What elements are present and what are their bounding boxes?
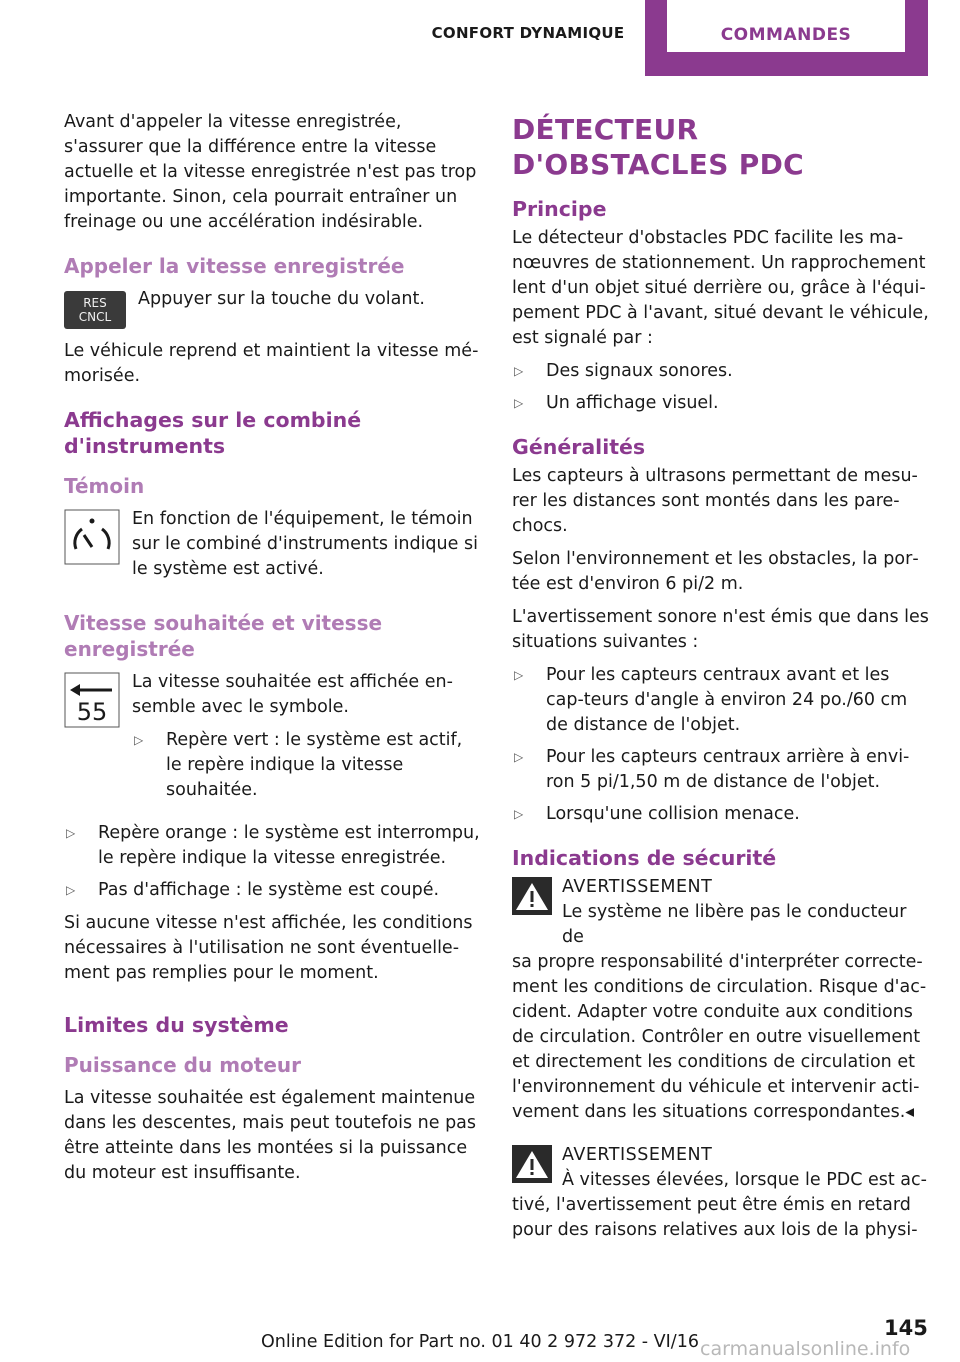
warning-2-lead: À vitesses élevées, lorsque le PDC est ac‐ (562, 1170, 927, 1190)
left-column (64, 110, 480, 1194)
no-speed-text: Si aucune vitesse n'est affichée, les conditions nécessaires à l'utilisation ne sont éventuelle‐ment pas remplies pour le moment. (64, 913, 473, 983)
edition-footer: Online Edition for Part no. 01 40 2 972 372 - VI/16 (261, 1332, 699, 1352)
power-text: La vitesse souhaitée est également maintenue dans les descentes, mais peut toutefois ne pas être atteinte dans les montées si la puissance du moteur est insuffisante. (64, 1088, 477, 1183)
warning-1 (512, 875, 930, 950)
heading-pdc: DÉTECTEUR D'OBSTACLES PDC (512, 113, 804, 181)
speed-bullets-inner (132, 728, 480, 803)
heading-general: Généralités (512, 435, 646, 459)
heading-limits: Limites du système (64, 1013, 289, 1037)
speedometer-icon (64, 509, 120, 569)
res-row (64, 287, 480, 329)
warning-triangle-icon (512, 877, 552, 915)
bullet-visual: ▷ Un affichage visuel. (514, 393, 719, 413)
res-cncl-button-icon (64, 291, 126, 329)
bullet-rear-sensors: ▷ Pour les capteurs centraux arrière à envi‐ron 5 pi/1,50 m de distance de l'objet. (514, 747, 910, 792)
warning-1-label: AVERTISSEMENT (562, 877, 713, 897)
header-chapter-tab (645, 0, 928, 76)
bullet-orange: ▷ Repère orange : le système est interrompu, le repère indique la vitesse enregistrée. (66, 823, 480, 868)
heading-desired-speed: Vitesse souhaitée et vitesse enregistrée (64, 611, 383, 661)
speed-text: La vitesse souhaitée est affichée en‐semble avec le symbole. (132, 672, 453, 717)
watermark: carmanualsonline.info (700, 1338, 911, 1360)
principle-bullets (512, 359, 930, 416)
general-bullets (512, 663, 930, 827)
warning-triangle-icon (512, 1145, 552, 1183)
general-text-1: Les capteurs à ultrasons permettant de mesu‐rer les distances sont montés dans les pare-chocs. (512, 466, 918, 536)
bullet-none: ▷ Pas d'affichage : le système est coupé. (66, 880, 440, 900)
res-label: RES (83, 296, 107, 310)
bullet-sound: ▷ Des signaux sonores. (514, 361, 733, 381)
bullet-collision: ▷ Lorsqu'une collision menace. (514, 804, 800, 824)
heading-lamp: Témoin (64, 474, 145, 498)
speed-icon-value: 55 (76, 698, 108, 726)
heading-safety: Indications de sécurité (512, 846, 777, 870)
call-instruction: Appuyer sur la touche du volant. (138, 289, 425, 309)
lamp-text: En fonction de l'équipement, le témoin sur le combiné d'instruments indique si le système est activé. (132, 509, 478, 579)
warning-2 (512, 1143, 930, 1193)
warning-2-label: AVERTISSEMENT (562, 1145, 713, 1165)
heading-principle: Principe (512, 197, 607, 221)
heading-engine-power: Puissance du moteur (64, 1053, 302, 1077)
general-text-2: Selon l'environnement et les obstacles, la por‐tée est d'environ 6 pi/2 m. (512, 549, 919, 594)
warning-2-text: tivé, l'avertissement peut être émis en retard pour des raisons relatives aux lois de la physi‐ (512, 1195, 918, 1240)
speed-row (64, 670, 480, 811)
right-column (512, 110, 930, 1251)
bullet-green: ▷ Repère vert : le système est actif, le repère indique la vitesse souhaitée. (134, 730, 463, 800)
call-result: Le véhicule reprend et maintient la vitesse mé‐morisée. (64, 341, 479, 386)
speed-bullets (64, 821, 480, 903)
warning-1-text: sa propre responsabilité d'interpréter correcte‐ment les conditions de circulation. Risque d'ac‐cident. Adapter votre conduite aux conditions de circulation. Contrôler en outre visuellement et directement les conditions de circulation et l'environnement du véhicule et intervenir acti‐vement dans les situations correspondantes.◂ (512, 952, 927, 1122)
principle-text: Le détecteur d'obstacles PDC facilite les ma‐nœuvres de stationnement. Un rapprochement lent d'un objet situé derrière ou, grâce à l'équi‐pement PDC à l'avant, situé devant le véhicule, est signalé par : (512, 228, 929, 348)
cncl-label: CNCL (78, 310, 112, 324)
page-number: 145 (884, 1316, 928, 1340)
general-text-3: L'avertissement sonore n'est émis que dans les situations suivantes : (512, 607, 929, 652)
heading-call-speed: Appeler la vitesse enregistrée (64, 254, 405, 278)
header-chapter-label: COMMANDES (667, 0, 905, 52)
warning-1-lead: Le système ne libère pas le conducteur de (562, 902, 907, 947)
lamp-row (64, 507, 480, 590)
bullet-front-sensors: ▷ Pour les capteurs centraux avant et les cap‐teurs d'angle à environ 24 po./60 cm de distance de l'objet. (514, 665, 908, 735)
heading-display: Affichages sur le combiné d'instruments (64, 408, 362, 458)
speed-marker-icon (64, 672, 120, 732)
header-section-title: CONFORT DYNAMIQUE (431, 24, 625, 42)
intro-paragraph: Avant d'appeler la vitesse enregistrée, s'assurer que la différence entre la vitesse actuelle et la vitesse enregistrée n'est pas trop importante. Sinon, cela pourrait entraîner un freinage ou une accélération indésirable. (64, 112, 477, 232)
